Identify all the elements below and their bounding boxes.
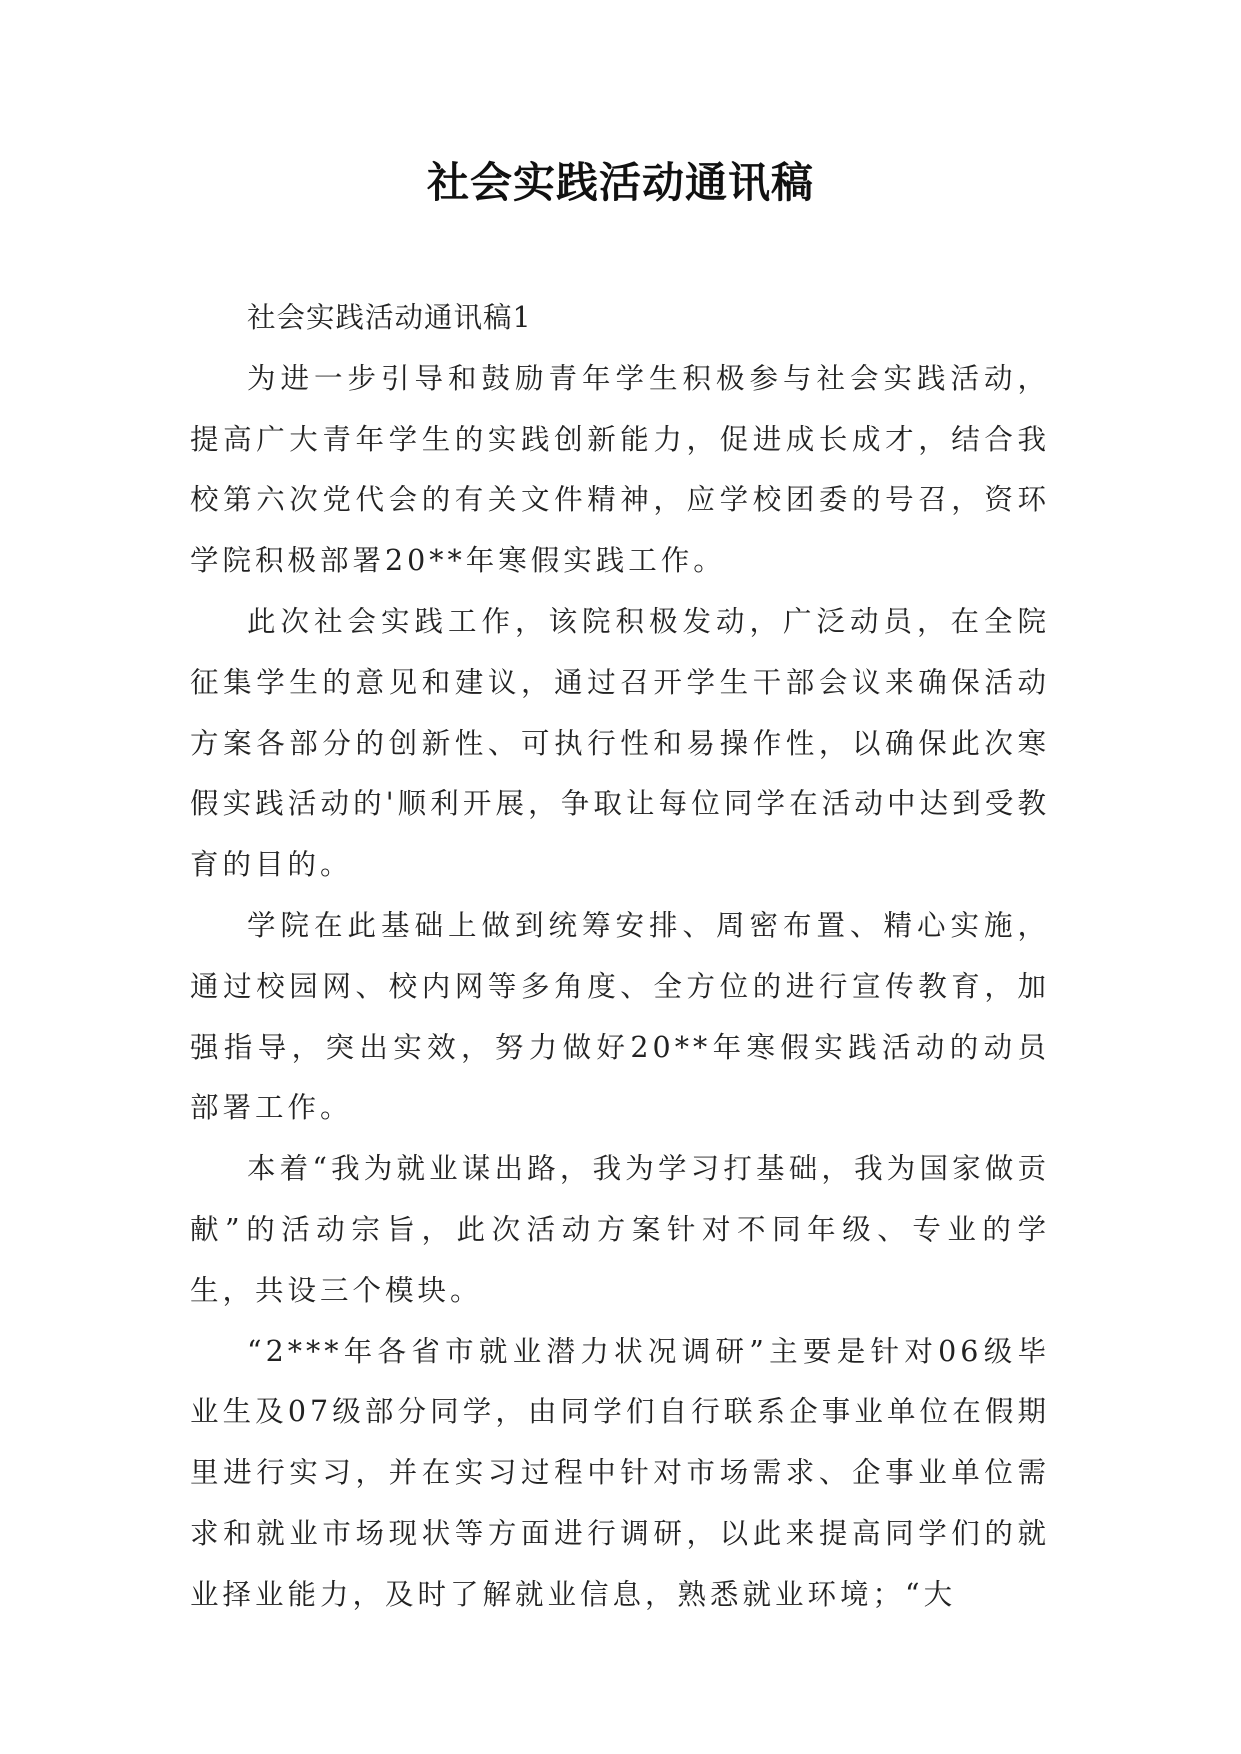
paragraph: 此次社会实践工作，该院积极发动，广泛动员，在全院征集学生的意见和建议，通过召开学生干部会议来确保活动方案各部分的创新性、可执行性和易操作性，以确保此次寒假实践活动的'顺利开展，争取让每位同学在活动中达到受教育的目的。: [190, 604, 1050, 882]
paragraph: 本着“我为就业谋出路，我为学习打基础，我为国家做贡献”的活动宗旨，此次活动方案针对不同年级、专业的学生，共设三个模块。: [190, 1152, 1050, 1307]
paragraph: 为进一步引导和鼓励青年学生积极参与社会实践活动，提高广大青年学生的实践创新能力，促进成长成才，结合我校第六次党代会的有关文件精神，应学校团委的号召，资环学院积极部署20**年寒假实践工作。: [190, 361, 1050, 578]
document-body: [190, 288, 1050, 1626]
document-title: 社会实践活动通讯稿: [426, 158, 814, 207]
paragraph: “2***年各省市就业潜力状况调研”主要是针对06级毕业生及07级部分同学，由同学们自行联系企事业单位在假期里进行实习，并在实习过程中针对市场需求、企事业单位需求和就业市场现状等方面进行调研，以此来提高同学们的就业择业能力，及时了解就业信息，熟悉就业环境；“大: [190, 1334, 1050, 1611]
section-heading: 社会实践活动通讯稿1: [247, 301, 532, 334]
paragraph: 学院在此基础上做到统筹安排、周密布置、精心实施，通过校园网、校内网等多角度、全方位的进行宣传教育，加强指导，突出实效，努力做好20**年寒假实践活动的动员部署工作。: [190, 908, 1050, 1125]
